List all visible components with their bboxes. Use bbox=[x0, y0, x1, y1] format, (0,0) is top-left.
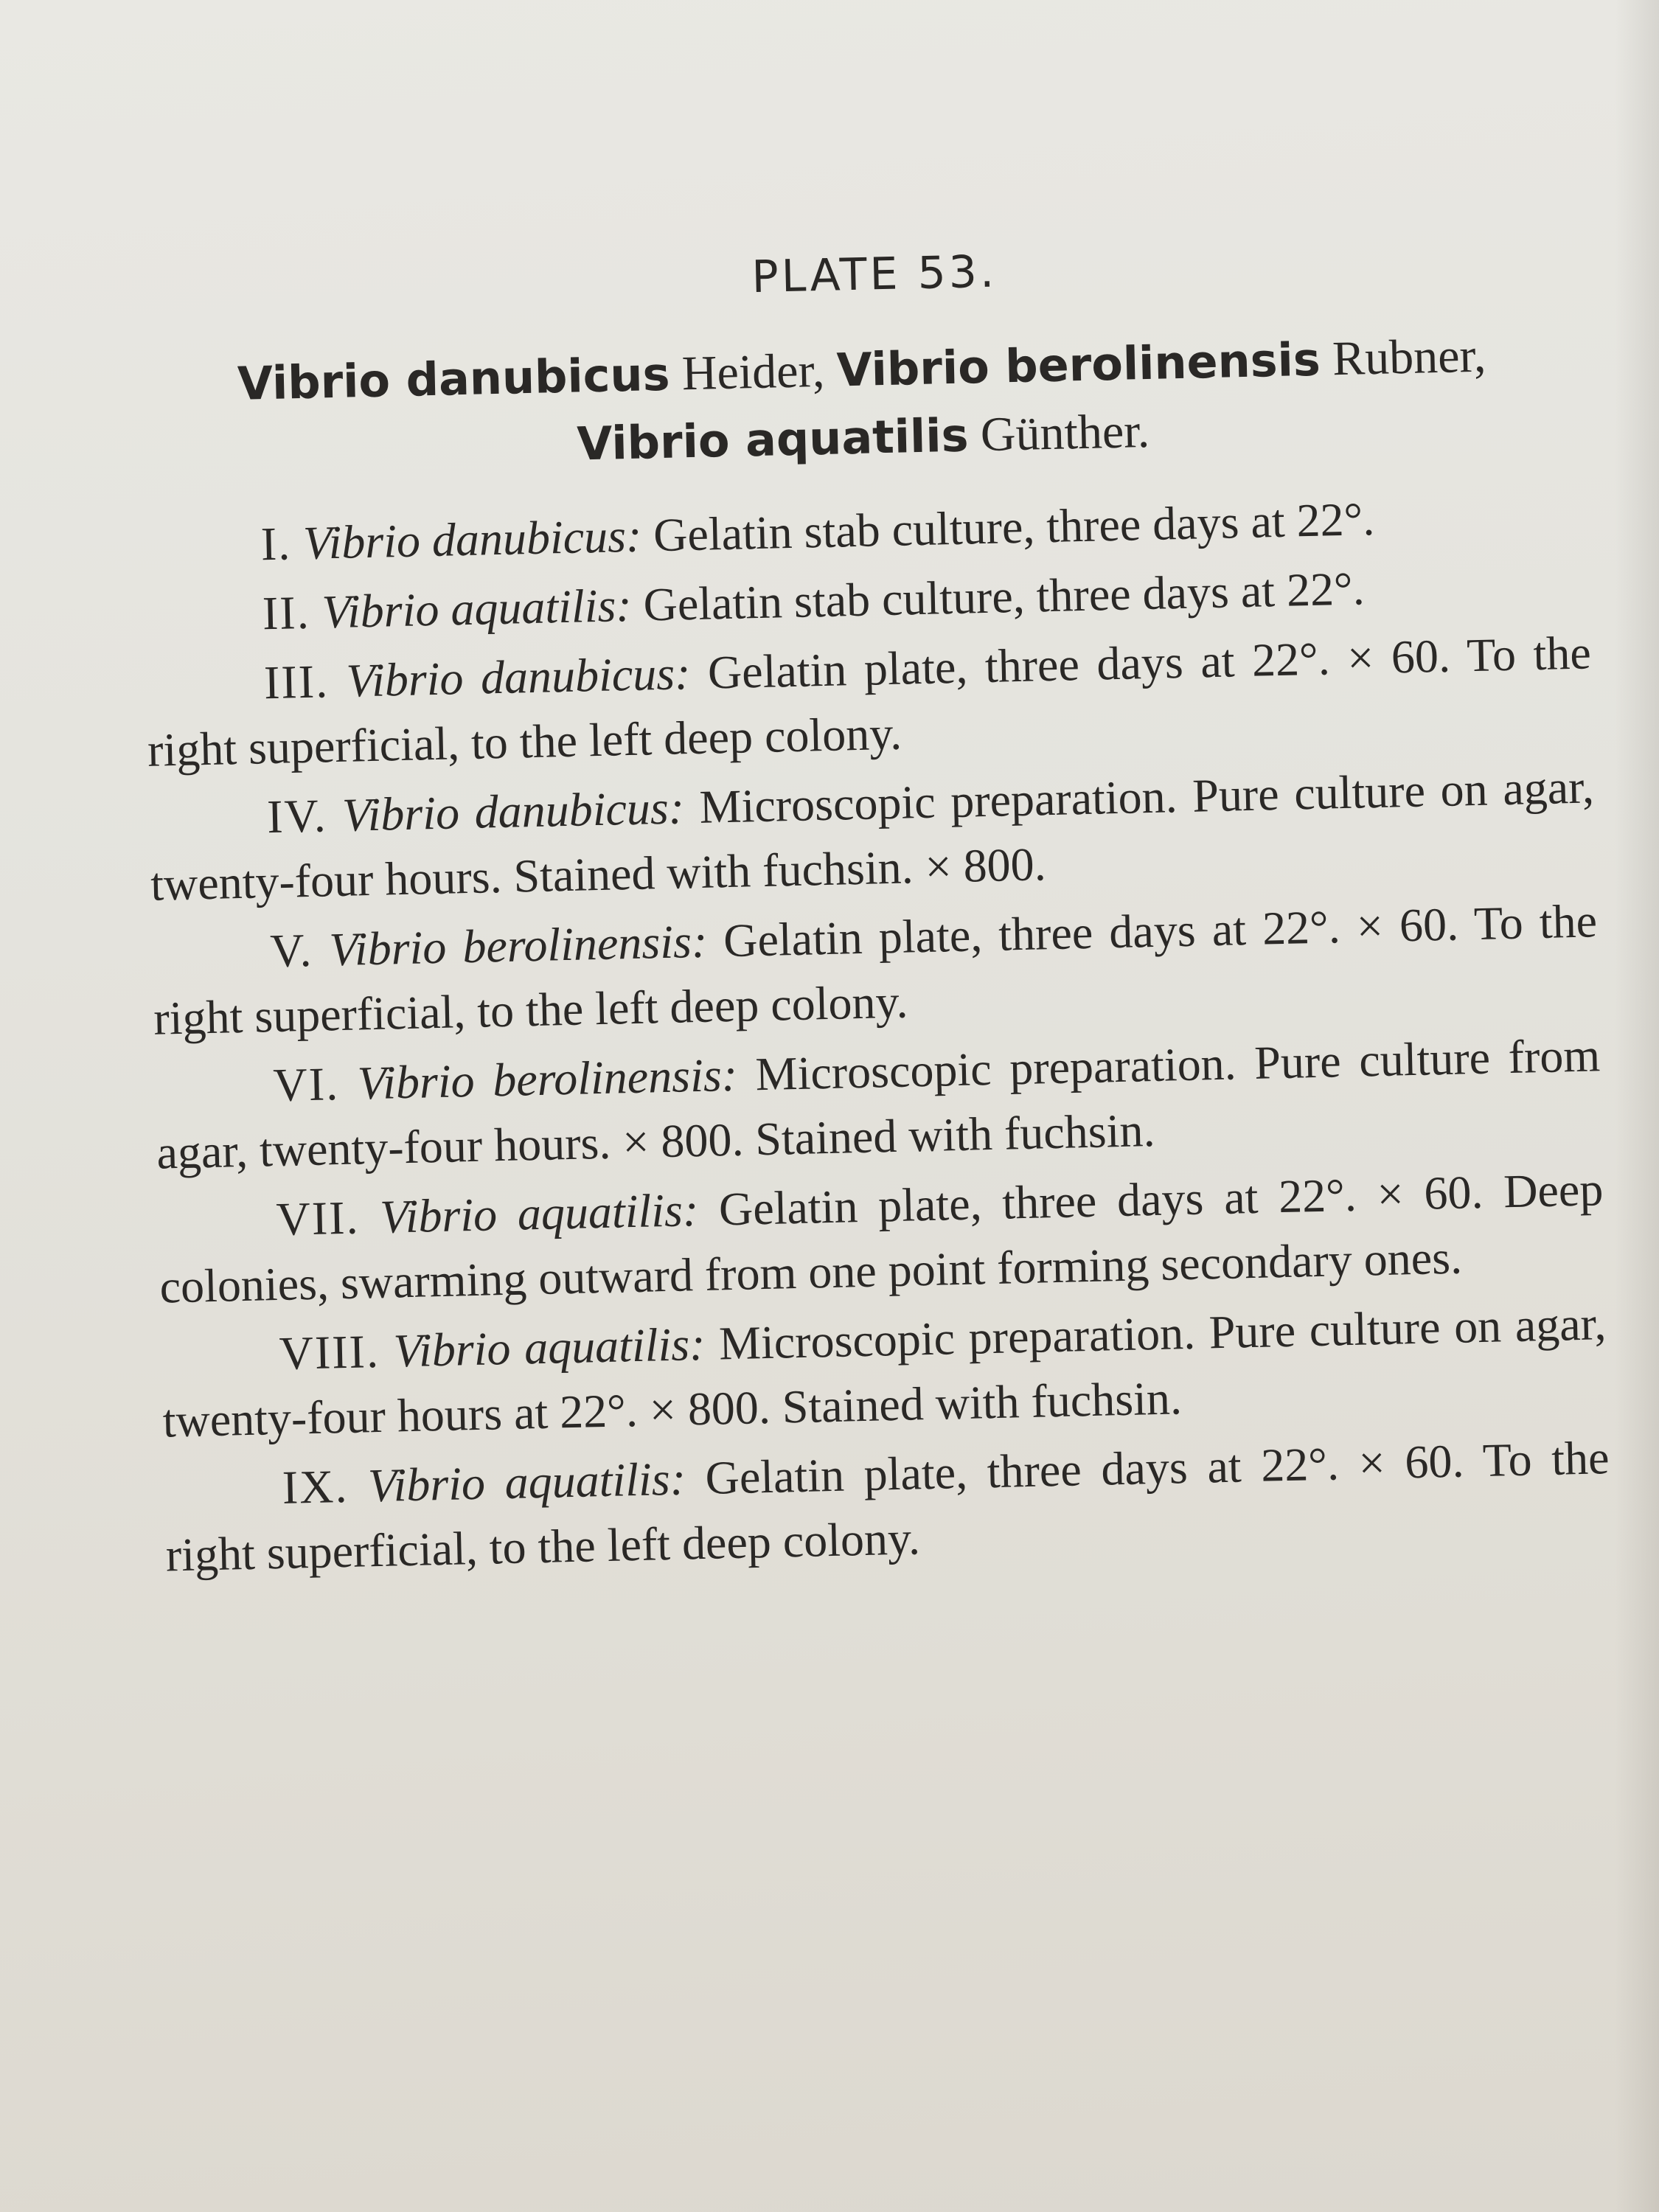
page-edge-shadow bbox=[1615, 0, 1659, 2212]
figure-number: III. bbox=[263, 655, 330, 709]
heading-author: Heider, bbox=[681, 343, 826, 401]
figure-text: Gelatin plate, three days at 22°. × 60. To the right superficial, to the left deep colony. bbox=[147, 626, 1592, 776]
figure-species: Vibrio aquatilis: bbox=[379, 1183, 699, 1243]
heading-species: Vibrio danubicus bbox=[237, 347, 671, 411]
figure-entry bbox=[151, 888, 1599, 1051]
figure-entry bbox=[164, 1425, 1611, 1587]
figure-number: I. bbox=[260, 517, 292, 571]
figure-text: Microscopic preparation. Pure culture on agar, twenty-four hours. Stained with fuchsin. × 800. bbox=[150, 760, 1595, 911]
heading-author: Günther. bbox=[980, 403, 1150, 462]
heading-species: Vibrio aquatilis bbox=[576, 408, 970, 471]
figure-species: Vibrio berolinensis: bbox=[328, 914, 708, 976]
plate-title: PLATE 53. bbox=[751, 246, 998, 304]
heading-species: Vibrio berolinensis bbox=[835, 332, 1321, 397]
figure-entry bbox=[145, 620, 1593, 782]
figure-number: V. bbox=[269, 923, 314, 978]
figure-text: Microscopic preparation. Pure culture on agar, twenty-four hours at 22°. × 800. Stained with fuchsin. bbox=[161, 1297, 1607, 1447]
figure-entry bbox=[155, 1023, 1602, 1185]
figure-text: Gelatin plate, three days at 22°. × 60. Deep colonies, swarming outward from one point forming secondary ones. bbox=[159, 1163, 1604, 1313]
figure-number: VIII. bbox=[278, 1324, 380, 1380]
figure-text: Gelatin plate, three days at 22°. × 60. To the right superficial, to the left deep colony. bbox=[165, 1431, 1610, 1582]
figure-species: Vibrio aquatilis: bbox=[367, 1452, 686, 1512]
figure-number: VI. bbox=[272, 1057, 340, 1112]
figure-number: II. bbox=[262, 585, 311, 640]
figure-text: Gelatin stab culture, three days at 22°. bbox=[653, 493, 1375, 562]
figure-species: Vibrio aquatilis: bbox=[392, 1317, 706, 1377]
figure-species: Vibrio danubicus: bbox=[341, 781, 685, 841]
figure-species: Vibrio danubicus: bbox=[345, 647, 692, 707]
figure-species: Vibrio berolinensis: bbox=[356, 1048, 738, 1110]
plate-description bbox=[136, 226, 1612, 1593]
figure-text: Gelatin stab culture, three days at 22°. bbox=[642, 562, 1366, 631]
heading-author: Rubner, bbox=[1332, 328, 1487, 386]
plate-heading bbox=[139, 319, 1587, 487]
figure-entry bbox=[158, 1157, 1605, 1319]
figure-entry bbox=[148, 754, 1596, 917]
figure-species: Vibrio danubicus: bbox=[302, 509, 643, 569]
figure-number: VII. bbox=[275, 1191, 361, 1246]
figure-text: Microscopic preparation. Pure culture from agar, twenty-four hours. × 800. Stained with fuchsin. bbox=[156, 1029, 1601, 1179]
figure-species: Vibrio aquatilis: bbox=[321, 578, 633, 639]
figure-number: IX. bbox=[282, 1459, 349, 1514]
figure-text: Gelatin plate, three days at 22°. × 60. To the right superficial, to the left deep colony. bbox=[153, 894, 1598, 1045]
figure-entry bbox=[161, 1291, 1608, 1453]
figure-number: IV. bbox=[266, 789, 328, 844]
